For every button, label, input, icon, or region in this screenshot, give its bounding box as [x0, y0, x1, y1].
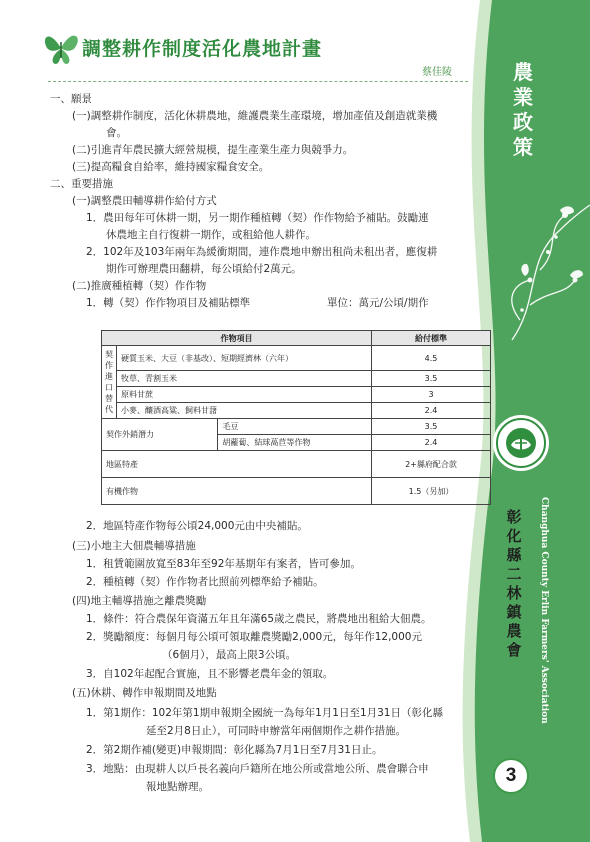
org-char: 林 [506, 584, 522, 602]
table-cell-value: 2+縣府配合款 [372, 451, 491, 478]
body-line: (一)調整耕作制度，活化休耕農地，維護農業生產環境，增加產值及創造就業機 [72, 110, 438, 122]
body-line: 1．轉（契）作作物項目及補貼標準 [86, 297, 251, 309]
table-cell-item: 地區特產 [102, 451, 372, 478]
org-char: 縣 [506, 546, 522, 564]
table-row [102, 387, 491, 403]
body-line: 1．第1期作：102年第1期申報期全國統一為每年1月1日至1月31日（彰化縣 [86, 707, 443, 719]
org-char: 彰 [506, 508, 522, 526]
page-number: 3 [493, 758, 529, 794]
table-cell-item: 硬質玉米、大豆（非基改）、短期經濟林（六年） [117, 346, 372, 371]
body-line: 延至2月8日止），可同時申辦當年兩個期作之耕作措施。 [146, 725, 407, 737]
body-line: 2．地區特產作物每公頃24,000元由中央補貼。 [86, 520, 308, 532]
body-line: 2．第2期作補(變更)申報期間：彰化縣為7月1日至7月31日止。 [86, 744, 383, 756]
table-cell-item: 原料甘蔗 [117, 387, 372, 403]
body-line: 會。 [106, 127, 127, 139]
body-line: (二)推廣種植轉（契）作作物 [72, 280, 207, 292]
body-line: （6個月），最高上限3公頃。 [162, 649, 297, 661]
table-row [102, 403, 491, 419]
table-header-row [102, 331, 491, 346]
org-char: 會 [506, 641, 522, 659]
article-title: 調整耕作制度活化農地計畫 [82, 38, 323, 60]
heading-measures: 二、重要措施 [50, 178, 113, 190]
org-char: 二 [506, 565, 522, 583]
table-row [102, 346, 491, 371]
body-line: 2．種植轉（契）作作物者比照前列標準給予補貼。 [86, 576, 324, 588]
table-row [102, 451, 491, 478]
org-char: 農 [506, 622, 522, 640]
table-cell-item: 小麥、釀酒高粱、飼料甘藷 [117, 403, 372, 419]
section-char: 政 [513, 110, 533, 134]
title-divider [48, 81, 468, 82]
table-cell-item: 牧草、青割玉米 [117, 371, 372, 387]
body-line: (一)調整農田輔導耕作給付方式 [72, 195, 217, 207]
body-line: 3．自102年起配合實施，且不影響老農年金的領取。 [86, 668, 334, 680]
table-row [102, 419, 491, 435]
section-char: 業 [513, 85, 533, 109]
org-char: 化 [506, 527, 522, 545]
table-cell-item: 胡蘿蔔、結球萵苣等作物 [218, 435, 372, 451]
table-cell-value: 4.5 [372, 346, 491, 371]
group-label-export-potential: 契作外銷潛力 [102, 419, 218, 451]
table-row [102, 478, 491, 505]
farmers-association-logo-icon [491, 413, 551, 473]
table-cell-item: 毛豆 [218, 419, 372, 435]
group-label-import-substitution: 契 作 進 口 替 代 [102, 346, 117, 419]
org-english-text: Changhua County Erlin Farmers' Association [539, 497, 549, 724]
table-header-value: 給付標準 [372, 331, 491, 346]
body-line: 期作可辦理農田翻耕，每公頃給付2萬元。 [106, 263, 302, 275]
org-char: 鎮 [506, 603, 522, 621]
table-cell-value: 3 [372, 387, 491, 403]
table-cell-value: 2.4 [372, 403, 491, 419]
body-line: 1．條件：符合農保年資滿五年且年滿65歲之農民，將農地出租給大佃農。 [86, 613, 432, 625]
body-line: (三)小地主大佃農輔導措施 [72, 540, 196, 552]
organization-english-name [535, 497, 555, 724]
body-line: 休農地主自行復耕一期作，或租給他人耕作。 [106, 229, 316, 241]
subsidy-table [101, 330, 491, 505]
table-unit-note: 單位：萬元/公頃/期作 [327, 297, 429, 309]
table-row [102, 371, 491, 387]
organization-name-vertical [503, 508, 525, 660]
table-cell-value: 1.5（另加） [372, 478, 491, 505]
table-cell-value: 3.5 [372, 419, 491, 435]
body-line: 1．農田每年可休耕一期，另一期作種植轉（契）作作物給予補貼。鼓勵連 [86, 212, 429, 224]
heading-vision: 一、願景 [50, 93, 92, 105]
table-cell-value: 3.5 [372, 371, 491, 387]
body-line: 1．租賃範圍放寬至83年至92年基期年有案者，皆可參加。 [86, 558, 361, 570]
body-line: (三)提高糧食自給率，維持國家糧食安全。 [72, 161, 270, 173]
body-line: 3．地點：由現耕人以戶長名義向戶籍所在地公所或當地公所、農會聯合申 [86, 763, 429, 775]
body-line: (四)地主輔導措施之離農獎勵 [72, 595, 207, 607]
section-char: 農 [513, 60, 533, 84]
body-line: 2．102年及103年兩年為緩衝期間，連作農地申辦出租尚未租出者，應復耕 [86, 246, 438, 258]
body-line: 2．獎勵額度：每個月每公頃可領取離農獎勵2,000元，每年作12,000元 [86, 631, 422, 643]
table-cell-item: 有機作物 [102, 478, 372, 505]
article-author: 蔡佳陵 [422, 67, 452, 78]
body-line: (五)休耕、轉作申報期間及地點 [72, 687, 217, 699]
table-cell-value: 2.4 [372, 435, 491, 451]
section-char: 策 [513, 135, 533, 159]
body-line: 報地點辦理。 [146, 781, 209, 793]
butterfly-icon [42, 28, 80, 68]
table-header-item: 作物項目 [102, 331, 372, 346]
section-label-vertical [508, 60, 538, 160]
body-line: (二)引進青年農民擴大經營規模，提生產業生產力與競爭力。 [72, 144, 354, 156]
